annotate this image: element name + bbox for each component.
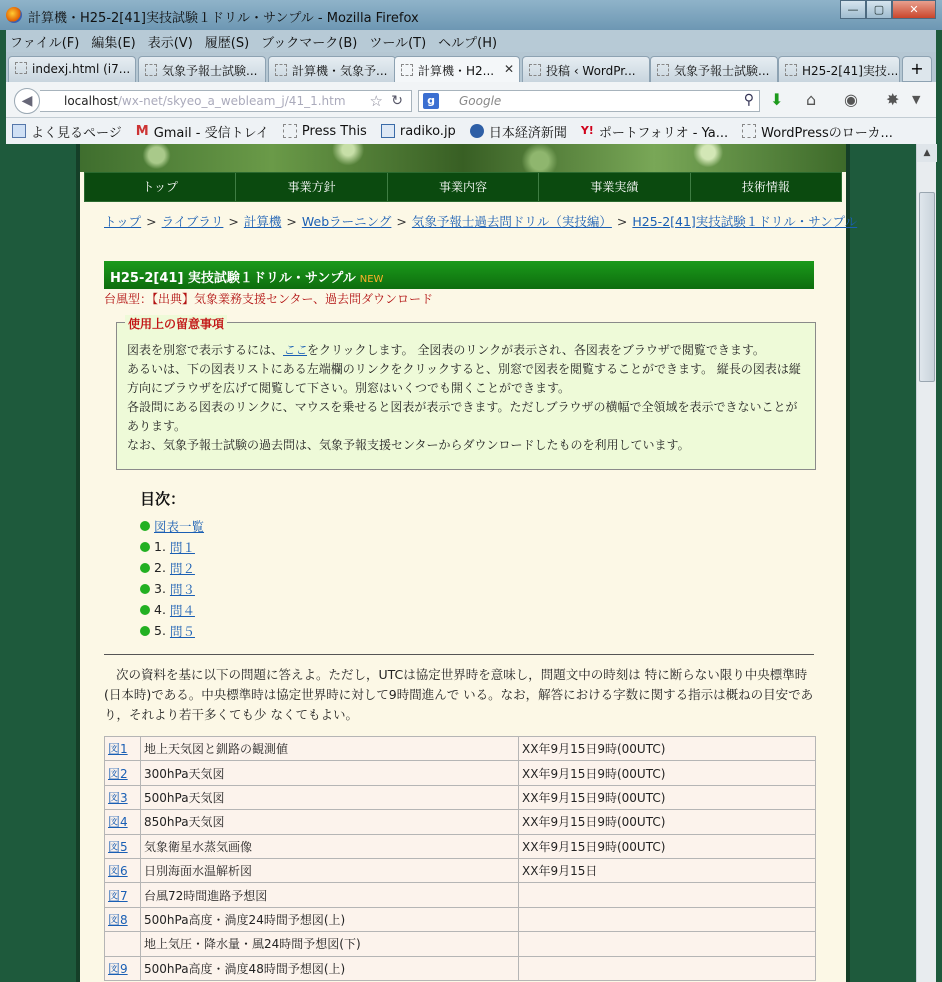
open-all-figures-link[interactable]: ここ <box>283 343 308 357</box>
figure-name-cell: 地上気圧・降水量・風24時間予想図(下) <box>141 932 519 956</box>
google-icon[interactable]: g <box>423 93 439 109</box>
menu-tools[interactable]: ツール(T) <box>369 35 427 51</box>
page-icon <box>529 64 541 76</box>
toc-item <box>140 536 204 557</box>
bullet-icon <box>140 563 150 573</box>
breadcrumb-separator: > <box>146 214 157 229</box>
breadcrumb-current[interactable]: H25-2[41]実技試験１ドリル・サンプル <box>632 214 858 229</box>
figure-time-cell <box>519 883 816 907</box>
tab-active[interactable] <box>394 56 520 83</box>
page-icon <box>401 64 413 76</box>
global-nav <box>84 172 842 202</box>
figure-time-cell: XX年9月15日9時(00UTC) <box>519 810 816 834</box>
figure-id-cell <box>105 761 141 785</box>
bookmark-portfolio[interactable] <box>581 122 728 141</box>
figure-link[interactable]: 図3 <box>108 790 128 805</box>
page-content <box>76 144 858 982</box>
figure-name-cell: 500hPa天気図 <box>141 785 519 809</box>
new-tab-button[interactable]: + <box>902 56 932 82</box>
notice-legend: 使用上の留意事項 <box>125 315 227 334</box>
page-icon <box>283 124 297 138</box>
bullet-icon <box>140 542 150 552</box>
toc-link-figures[interactable]: 図表一覧 <box>154 518 205 534</box>
toc-link-q4[interactable]: 問４ <box>169 602 195 618</box>
figure-name-cell: 地上天気図と釧路の観測値 <box>141 737 519 761</box>
table-of-contents <box>140 488 204 641</box>
bookmark-nikkei[interactable] <box>470 122 567 141</box>
home-icon[interactable]: ⌂ <box>806 90 817 109</box>
intro-text: 次の資料を基に以下の問題に答えよ。ただし，UTCは協定世界時を意味し，問題文中の時刻は 特に断らない限り中央標準時(日本時)である。中央標準時は協定世界時に対して9時間進んで いる。なお，解答における字数に関する指示は概ねの目安であり，それより若干多くても少 なくてもよい。 <box>104 667 814 722</box>
figure-time-cell: XX年9月15日9時(00UTC) <box>519 737 816 761</box>
toc-item <box>140 620 204 641</box>
breadcrumb <box>104 212 857 230</box>
tab-label: H25-2[41]実技... <box>802 64 899 78</box>
navigation-bar <box>6 82 936 118</box>
figure-id-cell <box>105 932 141 956</box>
figure-time-cell: XX年9月15日9時(00UTC) <box>519 785 816 809</box>
notice-text: 図表を別窓で表示するには、 <box>127 343 284 357</box>
page-title <box>104 261 814 289</box>
breadcrumb-library[interactable]: ライブラリ <box>161 214 224 229</box>
search-bar[interactable] <box>418 90 760 112</box>
breadcrumb-separator: > <box>286 214 297 229</box>
toc-link-q2[interactable]: 問２ <box>169 560 195 576</box>
vertical-scrollbar[interactable] <box>916 144 936 982</box>
menu-history[interactable]: 履歴(S) <box>204 35 250 51</box>
table-row <box>105 932 816 956</box>
figure-id-cell <box>105 883 141 907</box>
breadcrumb-separator: > <box>228 214 239 229</box>
figure-id-cell <box>105 810 141 834</box>
bookmark-label: Press This <box>301 123 367 139</box>
source-note: 台風型：【出典】気象業務支援センター、過去問ダウンロード <box>104 292 434 306</box>
figure-name-cell: 気象衛星水蒸気画像 <box>141 834 519 858</box>
scrollbar-thumb[interactable] <box>919 192 935 382</box>
download-icon[interactable]: ⬇ <box>770 90 784 109</box>
gnav-tech[interactable]: 技術情報 <box>741 180 790 194</box>
tab-label: 気象予報士試験... <box>674 64 770 78</box>
yahoo-icon: Y! <box>580 124 594 137</box>
figure-id-cell <box>105 956 141 980</box>
figure-time-cell <box>519 956 816 980</box>
figure-id-cell <box>105 907 141 931</box>
gnav-policy[interactable]: 事業方針 <box>236 173 387 201</box>
addon-icon[interactable]: ✸ <box>886 90 900 109</box>
page-title-text: H25-2[41] 実技試験１ドリル・サンプル <box>110 271 356 286</box>
toc-number: 2. <box>154 560 166 575</box>
sync-icon[interactable]: ◉ <box>844 90 858 109</box>
figure-time-cell <box>519 907 816 931</box>
figure-time-cell: XX年9月15日 <box>519 858 816 882</box>
table-row <box>105 956 816 980</box>
notice-line-2: あるいは、下の図表リストにある左端欄のリンクをクリックすると、別窓で図表を閲覧することができます。 縦長の図表は縦方向にブラウザを広げて閲覧して下さい。別窓はいくつでも開くことができます。 <box>127 362 801 395</box>
search-placeholder: Google <box>459 94 502 108</box>
bookmark-press-this[interactable] <box>283 124 367 139</box>
bullet-icon <box>140 584 150 594</box>
nikkei-icon <box>470 124 484 138</box>
page-icon <box>275 64 287 76</box>
figure-link[interactable]: 図7 <box>108 888 128 903</box>
toc-item <box>140 557 204 578</box>
menu-bookmarks[interactable]: ブックマーク(B) <box>261 35 358 51</box>
figure-name-cell: 台風72時間進路予想図 <box>141 883 519 907</box>
page-icon <box>742 124 756 138</box>
toc-link-q5[interactable]: 問５ <box>169 623 195 639</box>
figure-name-cell: 500hPa高度・渦度48時間予想図(上) <box>141 956 519 980</box>
breadcrumb-keisanki[interactable]: 計算機 <box>243 214 282 229</box>
table-row <box>105 737 816 761</box>
figure-link[interactable]: 図9 <box>108 961 128 976</box>
figure-time-cell: XX年9月15日9時(00UTC) <box>519 834 816 858</box>
breadcrumb-drill[interactable]: 気象予報士過去問ドリル（実技編） <box>411 214 612 229</box>
notice-line-4: なお、気象予報士試験の過去問は、気象予報支援センターからダウンロードしたものを利用しています。 <box>127 438 690 452</box>
window-titlebar <box>0 0 942 30</box>
tab-kisho-2[interactable] <box>650 56 778 82</box>
bookmark-gmail[interactable] <box>136 122 269 141</box>
toc-number: 1. <box>154 539 166 554</box>
bullet-icon <box>140 521 150 531</box>
menu-edit[interactable]: 編集(E) <box>91 35 136 51</box>
toc-number: 5. <box>154 623 166 638</box>
tab-h25[interactable] <box>778 56 900 82</box>
bookmark-wordpress-local[interactable] <box>742 122 893 141</box>
notice-line-3: 各設問にある図表のリンクに、マウスを乗せると図表が表示できます。ただしブラウザの横幅で全領域を表示できないことがあります。 <box>127 400 798 433</box>
notice-line-1 <box>127 341 805 360</box>
figure-table <box>104 736 816 981</box>
figure-id-cell <box>105 834 141 858</box>
figure-link[interactable]: 図6 <box>108 864 128 879</box>
bullet-icon <box>140 605 150 615</box>
table-row <box>105 785 816 809</box>
tab-wordpress[interactable] <box>522 56 650 82</box>
figure-link[interactable]: 図4 <box>108 815 128 830</box>
tab-label: 計算機・H2... <box>418 64 495 78</box>
toc-item <box>140 599 204 620</box>
minimize-button[interactable]: — <box>840 0 866 19</box>
bookmark-label: ポートフォリオ - Ya... <box>598 125 729 141</box>
bookmark-radiko[interactable] <box>381 124 456 139</box>
tab-indexj[interactable] <box>8 56 136 82</box>
breadcrumb-top[interactable]: トップ <box>104 214 142 229</box>
toc-title: 目次： <box>140 490 186 508</box>
tab-bar <box>6 52 936 82</box>
breadcrumb-separator: > <box>396 214 407 229</box>
page-icon <box>145 64 157 76</box>
url-path: /wx-net/skyeo_a_webleam_j/41_1.htm <box>117 94 346 108</box>
maximize-button[interactable]: ▢ <box>866 0 892 19</box>
table-row <box>105 907 816 931</box>
firefox-icon <box>6 7 22 23</box>
toc-number: 4. <box>154 602 166 617</box>
tab-close-icon[interactable]: ✕ <box>503 62 514 76</box>
figure-link[interactable]: 図1 <box>108 742 128 757</box>
breadcrumb-separator: > <box>616 214 628 229</box>
url-bar[interactable] <box>40 90 412 112</box>
menu-bar <box>6 30 936 52</box>
figure-name-cell: 500hPa高度・渦度24時間予想図(上) <box>141 907 519 931</box>
close-button[interactable]: ✕ <box>892 0 936 19</box>
page-viewport <box>6 144 916 982</box>
menu-chevron-icon[interactable]: ▼ <box>912 93 921 106</box>
search-icon[interactable]: ⚲ <box>743 92 754 108</box>
radiko-icon <box>381 124 395 138</box>
menu-view[interactable]: 表示(V) <box>147 35 193 51</box>
table-row <box>105 883 816 907</box>
page-icon <box>657 64 669 76</box>
gnav-results[interactable]: 事業実績 <box>539 173 690 201</box>
back-arrow-icon: ◀ <box>21 93 33 109</box>
breadcrumb-web-learning[interactable]: Webラーニング <box>301 214 392 229</box>
table-row <box>105 834 816 858</box>
figure-time-cell: XX年9月15日9時(00UTC) <box>519 761 816 785</box>
bookmarks-bar <box>6 118 936 144</box>
figure-link[interactable]: 図8 <box>108 912 128 927</box>
gnav-business[interactable]: 事業内容 <box>388 173 539 201</box>
usage-notice <box>116 317 816 470</box>
reload-icon[interactable]: ↻ <box>391 93 403 109</box>
page-icon <box>785 64 797 76</box>
toc-item <box>140 515 204 536</box>
notice-text: をクリックします。 全図表のリンクが表示され、各図表をブラウザで閲覧できます。 <box>307 343 765 357</box>
figure-name-cell: 日別海面水温解析図 <box>141 858 519 882</box>
header-tree-image <box>80 144 846 172</box>
scroll-up-icon[interactable]: ▲ <box>917 144 937 162</box>
bookmark-most-visited[interactable] <box>12 122 122 141</box>
bookmark-label: radiko.jp <box>399 123 456 139</box>
bookmark-label: よく見るページ <box>31 125 122 141</box>
gnav-top[interactable]: トップ <box>85 173 236 201</box>
back-button[interactable] <box>14 88 40 114</box>
tab-keisanki-kisho[interactable] <box>268 56 396 82</box>
figure-time-cell <box>519 932 816 956</box>
figure-link[interactable]: 図2 <box>108 766 128 781</box>
divider <box>104 654 814 655</box>
tab-kisho-1[interactable] <box>138 56 266 82</box>
new-badge: NEW <box>359 274 384 285</box>
gmail-icon: M <box>135 124 149 139</box>
menu-help[interactable]: ヘルプ(H) <box>438 35 498 51</box>
figure-id-cell <box>105 858 141 882</box>
menu-file[interactable]: ファイル(F) <box>10 35 80 51</box>
bullet-icon <box>140 626 150 636</box>
page-icon <box>15 62 27 74</box>
figure-id-cell <box>105 737 141 761</box>
tab-label: 計算機・気象予... <box>292 64 388 78</box>
folder-icon <box>12 124 26 138</box>
figure-name-cell: 300hPa天気図 <box>141 761 519 785</box>
toc-link-q3[interactable]: 問３ <box>169 581 195 597</box>
toc-item <box>140 578 204 599</box>
figure-link[interactable]: 図5 <box>108 839 128 854</box>
toc-link-q1[interactable]: 問１ <box>169 539 195 555</box>
table-row <box>105 761 816 785</box>
figure-id-cell <box>105 785 141 809</box>
toc-number: 3. <box>154 581 166 596</box>
tab-label: 投稿 ‹ WordPr... <box>546 64 636 78</box>
bookmark-star-icon[interactable]: ☆ <box>369 92 383 110</box>
table-row <box>105 858 816 882</box>
table-row <box>105 810 816 834</box>
tab-label: indexj.html (i7... <box>32 62 131 76</box>
bookmark-label: WordPressのローカ... <box>761 125 893 141</box>
window-title: 計算機・H25-2[41]実技試験１ドリル・サンプル - Mozilla Firefox <box>28 11 419 26</box>
bookmark-label: Gmail - 受信トレイ <box>153 125 269 141</box>
url-host: localhost <box>64 94 118 108</box>
figure-name-cell: 850hPa天気図 <box>141 810 519 834</box>
tab-label: 気象予報士試験... <box>162 64 258 78</box>
bookmark-label: 日本経済新聞 <box>488 125 567 141</box>
